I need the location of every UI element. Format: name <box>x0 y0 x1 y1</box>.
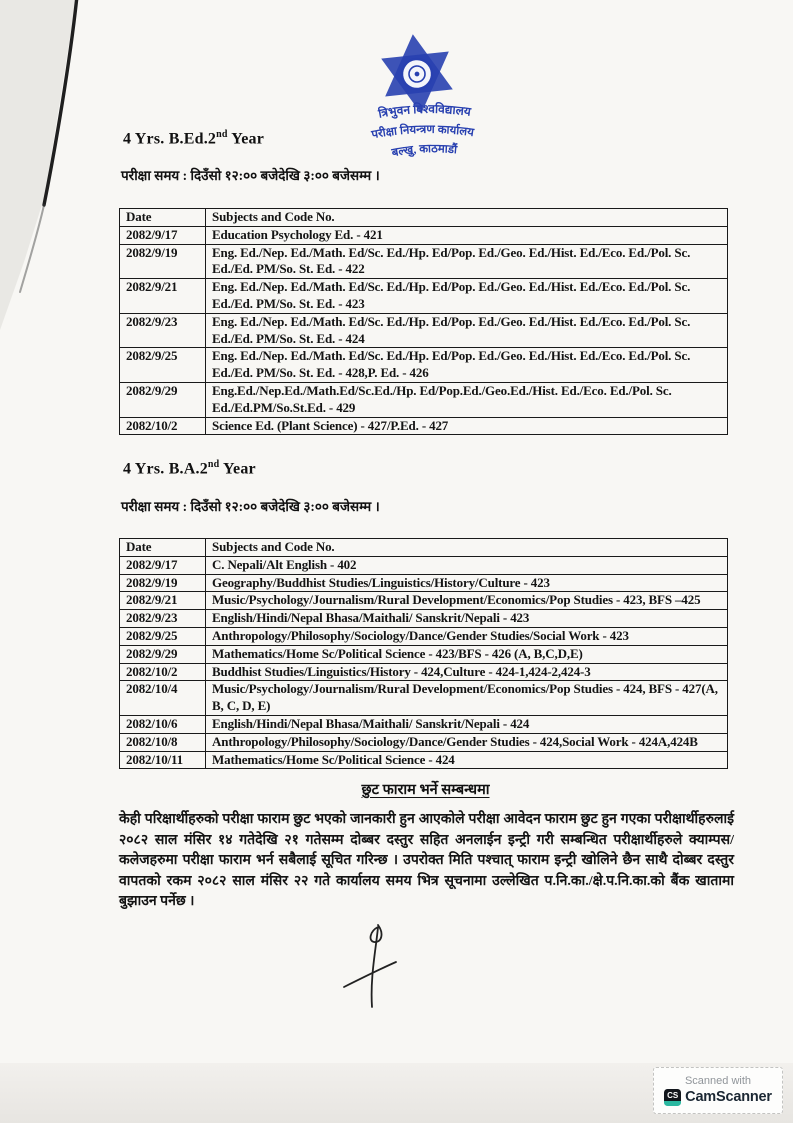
date-cell: 2082/9/23 <box>120 313 206 348</box>
subjects-column-header: Subjects and Code No. <box>206 539 728 557</box>
section-title-text: 4 Yrs. B.A.2 <box>123 460 208 478</box>
signature-mark <box>330 915 415 1020</box>
subjects-cell: English/Hindi/Nepal Bhasa/Maithali/ Sanskrit/Nepali - 423 <box>206 610 728 628</box>
svg-text:परीक्षा नियन्त्रण कार्यालय <box>370 122 476 141</box>
subjects-cell: Eng. Ed./Nep. Ed./Math. Ed/Sc. Ed./Hp. Ed/Pop. Ed./Geo. Ed./Hist. Ed./Eco. Ed./Pol. Sc. Ed./Ed. PM/So. St. Ed. - 423 <box>206 279 728 314</box>
camscanner-brand-label: CamScanner <box>685 1089 772 1105</box>
date-cell: 2082/10/2 <box>120 663 206 681</box>
date-cell: 2082/9/25 <box>120 627 206 645</box>
date-cell: 2082/9/23 <box>120 610 206 628</box>
subjects-cell: Geography/Buddhist Studies/Linguistics/History/Culture - 423 <box>206 574 728 592</box>
table-row <box>120 417 728 435</box>
subjects-cell: Eng. Ed./Nep. Ed./Math. Ed/Sc. Ed./Hp. Ed/Pop. Ed./Geo. Ed./Hist. Ed./Eco. Ed./Pol. Sc. Ed./Ed. PM/So. St. Ed. - 422 <box>206 244 728 279</box>
table-row <box>120 610 728 628</box>
section-title-ba-2nd-year <box>123 459 256 478</box>
svg-text:बल्खु, काठमाडौं <box>390 142 459 160</box>
section-title-text: Year <box>219 460 256 478</box>
date-column-header: Date <box>120 539 206 557</box>
table-row <box>120 244 728 279</box>
notice-body-paragraph: केही परिक्षार्थीहरुको परीक्षा फाराम छुट भएको जानकारी हुन आएकोले परीक्षा आवेदन फाराम छुट हुन गएका परीक्षार्थीहरुलाई २०८२ साल मंसिर १४ गतेदेखि २१ गतेसम्म दोब्बर दस्तुर सहित अनलाईन इन्ट्री गरी सम्बन्धित परीक्षार्थीहरुले क्याम्पस/कलेजहरुमा परीक्षा फाराम भर्न सबैलाई सूचित गरिन्छ । उपरोक्त मिति पश्चात् फाराम इन्ट्री खोलिने छैन साथै दोब्बर दस्तुर वापतको रकम २०८२ साल मंसिर २२ गते कार्यालय समय भित्र सूचनामा उल्लेखित प.नि.का./क्षे.प.नि.का.को बैंक खातामा बुझाउन पर्नेछ । <box>119 812 734 910</box>
subjects-cell: Mathematics/Home Sc/Political Science - 424 <box>206 751 728 769</box>
subjects-cell: Eng. Ed./Nep. Ed./Math. Ed/Sc. Ed./Hp. Ed/Pop. Ed./Geo. Ed./Hist. Ed./Eco. Ed./Pol. Sc. Ed./Ed. PM/So. St. Ed. - 428,P. Ed. - 426 <box>206 348 728 383</box>
table-row <box>120 382 728 417</box>
date-cell: 2082/10/2 <box>120 417 206 435</box>
subjects-cell: English/Hindi/Nepal Bhasa/Maithali/ Sanskrit/Nepali - 424 <box>206 715 728 733</box>
stamp-text-line1: त्रिभुवन विश्वविद्यालय <box>377 101 472 121</box>
table-row <box>120 733 728 751</box>
stamp-text-line3: बल्खु, काठमाडौं <box>390 143 458 160</box>
camscanner-logo-icon: CS <box>664 1089 681 1106</box>
date-cell: 2082/10/6 <box>120 715 206 733</box>
date-cell: 2082/9/25 <box>120 348 206 383</box>
date-cell: 2082/9/19 <box>120 244 206 279</box>
table-row <box>120 627 728 645</box>
date-cell: 2082/10/4 <box>120 681 206 716</box>
table-row <box>120 348 728 383</box>
date-cell: 2082/9/29 <box>120 382 206 417</box>
section-title-text: 4 Yrs. B.Ed.2 <box>123 130 217 148</box>
exam-time-line-ba: परीक्षा समय : दिउँसो १२:०० बजेदेखि ३:०० बजेसम्म । <box>121 499 380 514</box>
subjects-cell: Science Ed. (Plant Science) - 427/P.Ed. - 427 <box>206 417 728 435</box>
table-row <box>120 313 728 348</box>
table-row <box>120 592 728 610</box>
section-title-text: Year <box>227 130 265 148</box>
table-row <box>120 681 728 716</box>
table-row <box>120 556 728 574</box>
date-cell: 2082/9/29 <box>120 645 206 663</box>
date-cell: 2082/9/19 <box>120 574 206 592</box>
table-header-row <box>120 209 728 227</box>
stamp-text-line2: परीक्षा नियन्त्रण कार्यालय <box>370 123 475 142</box>
table-row <box>120 645 728 663</box>
table-row <box>120 663 728 681</box>
date-cell: 2082/9/17 <box>120 226 206 244</box>
date-cell: 2082/9/17 <box>120 556 206 574</box>
scanned-with-label: Scanned with <box>684 1074 752 1087</box>
exam-time-line-bed: परीक्षा समय : दिउँसो १२:०० बजेदेखि ३:०० बजेसम्म । <box>121 168 380 183</box>
table-row <box>120 715 728 733</box>
notice-heading: छुट फाराम भर्ने सम्बन्धमा <box>361 782 490 798</box>
table-row <box>120 574 728 592</box>
date-cell: 2082/10/11 <box>120 751 206 769</box>
subjects-cell: Buddhist Studies/Linguistics/History - 424,Culture - 424-1,424-2,424-3 <box>206 663 728 681</box>
subjects-cell: Mathematics/Home Sc/Political Science - 423/BFS - 426 (A, B,C,D,E) <box>206 645 728 663</box>
table-header-row <box>120 539 728 557</box>
table-row <box>120 226 728 244</box>
table-row <box>120 279 728 314</box>
ba-schedule-table <box>119 538 728 769</box>
page-corner-scan-artifact <box>0 0 120 330</box>
ordinal-superscript: nd <box>216 129 228 140</box>
camscanner-badge <box>653 1067 783 1114</box>
subjects-cell: Education Psychology Ed. - 421 <box>206 226 728 244</box>
ordinal-superscript: nd <box>207 459 220 470</box>
svg-text:त्रिभुवन विश्वविद्यालय <box>376 102 473 121</box>
date-cell: 2082/9/21 <box>120 279 206 314</box>
subjects-cell: Anthropology/Philosophy/Sociology/Dance/Gender Studies/Social Work - 423 <box>206 627 728 645</box>
subjects-cell: Anthropology/Philosophy/Sociology/Dance/Gender Studies - 424,Social Work - 424A,424B <box>206 733 728 751</box>
date-cell: 2082/10/8 <box>120 733 206 751</box>
date-column-header: Date <box>120 209 206 227</box>
date-cell: 2082/9/21 <box>120 592 206 610</box>
subjects-cell: Eng. Ed./Nep. Ed./Math. Ed/Sc. Ed./Hp. Ed/Pop. Ed./Geo. Ed./Hist. Ed./Eco. Ed./Pol. Sc. Ed./Ed. PM/So. St. Ed. - 424 <box>206 313 728 348</box>
bed-schedule-table <box>119 208 728 435</box>
subjects-cell: C. Nepali/Alt English - 402 <box>206 556 728 574</box>
subjects-cell: Music/Psychology/Journalism/Rural Development/Economics/Pop Studies - 423, BFS –425 <box>206 592 728 610</box>
subjects-column-header: Subjects and Code No. <box>206 209 728 227</box>
table-row <box>120 751 728 769</box>
section-title-bed-2nd-year <box>123 129 264 148</box>
subjects-cell: Eng.Ed./Nep.Ed./Math.Ed/Sc.Ed./Hp. Ed/Pop.Ed./Geo.Ed./Hist. Ed./Eco. Ed./Pol. Sc. Ed./Ed.PM/So.St.Ed. - 429 <box>206 382 728 417</box>
subjects-cell: Music/Psychology/Journalism/Rural Development/Economics/Pop Studies - 424, BFS - 427(A, B, C, D, E) <box>206 681 728 716</box>
university-stamp <box>338 22 510 170</box>
